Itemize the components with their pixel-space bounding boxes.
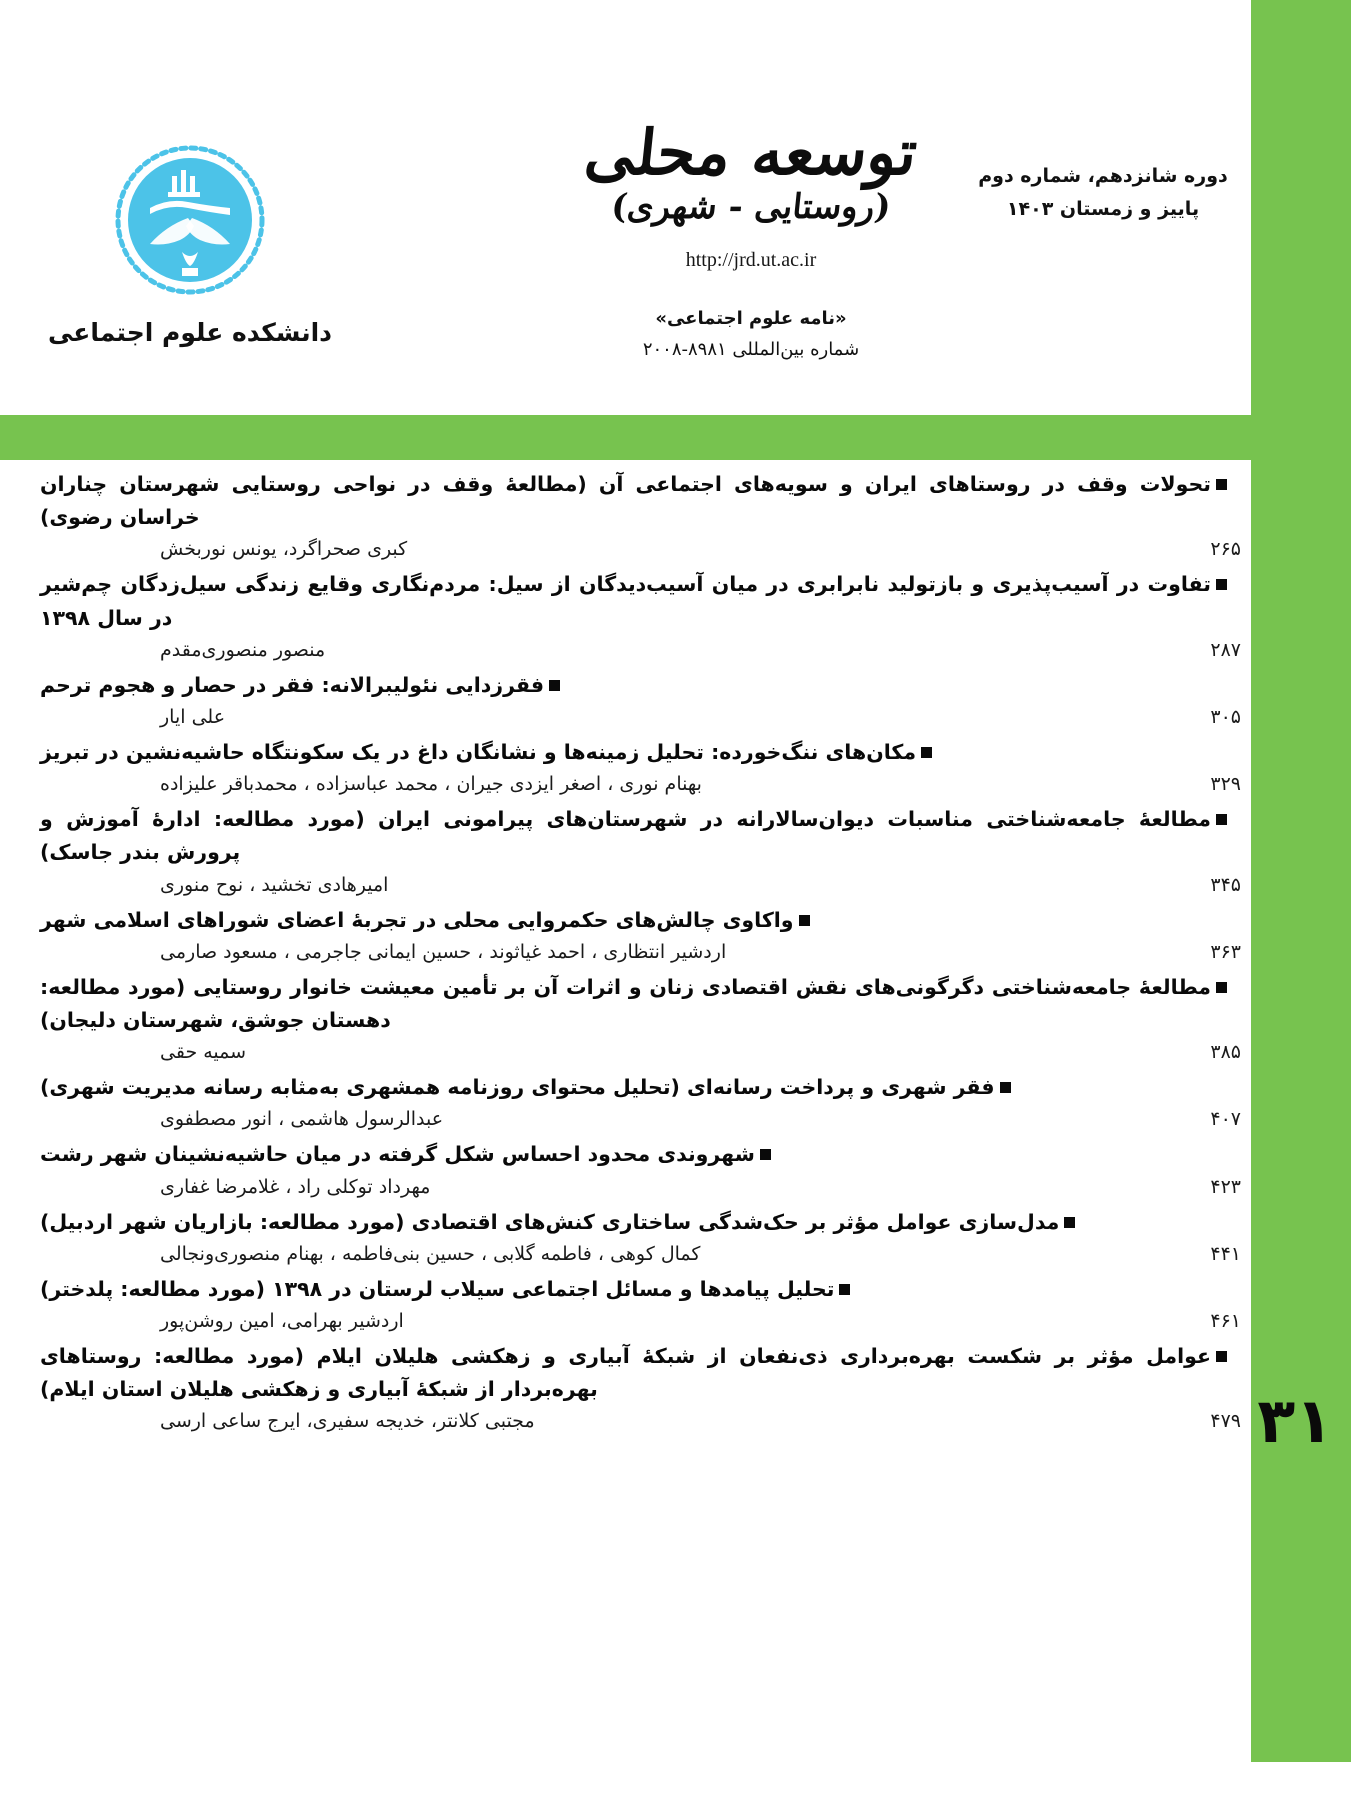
toc-entry[interactable]	[40, 1071, 1241, 1130]
toc-entry[interactable]	[40, 1273, 1241, 1332]
issue-volume-number: دوره شانزدهم، شماره دوم	[978, 165, 1228, 187]
toc-entry-title-wrap	[40, 1273, 1241, 1306]
toc-entry[interactable]	[40, 971, 1241, 1063]
toc-entry-meta	[40, 1410, 1241, 1432]
bullet-square-icon	[799, 915, 810, 926]
toc-entry-title-wrap	[40, 1138, 1241, 1171]
toc-entry-title: مکان‌های ننگ‌خورده: تحلیل زمینه‌ها و نشانگان داغ در یک سکونتگاه حاشیه‌نشین در تبریز	[40, 740, 917, 765]
toc-entry-page: ۴۷۹	[1210, 1410, 1241, 1433]
toc-entry-title-wrap	[40, 1071, 1241, 1104]
toc-entry[interactable]	[40, 669, 1241, 728]
toc-entry-page: ۲۶۵	[1210, 538, 1241, 561]
toc-entry-authors: سمیه حقی	[160, 1041, 247, 1064]
toc-entry-page: ۳۲۹	[1210, 773, 1241, 796]
bullet-square-icon	[760, 1149, 771, 1160]
toc-entry-authors: امیرهادی تخشید ، نوح منوری	[160, 873, 389, 896]
bullet-square-icon	[1064, 1217, 1075, 1228]
toc-entry-meta	[40, 1243, 1241, 1265]
toc-entry-page: ۳۰۵	[1210, 706, 1241, 729]
bullet-square-icon	[1216, 814, 1227, 825]
toc-entry-title: مدل‌سازی عوامل مؤثر بر حک‌شدگی ساختاری کنش‌های اقتصادی (مورد مطالعه: بازاریان شهر اردبیل)	[40, 1209, 1060, 1234]
journal-alt-name: «نامه علوم اجتماعی»	[655, 308, 847, 330]
issue-info	[973, 160, 1233, 227]
toc-entry[interactable]	[40, 1340, 1241, 1432]
toc-entry-page: ۴۲۳	[1210, 1175, 1241, 1198]
toc-entry-title: فقرزدایی نئولیبرالانه: فقر در حصار و هجوم ترحم	[40, 672, 545, 697]
toc-entry-title: عوامل مؤثر بر شکست بهره‌برداری ذی‌نفعان از شبکۀ آبیاری و زهکشی هلیلان ایلام (مورد مطالعه: روستاهای بهره‌بردار از شبکۀ آبیاری و زهکشی هلیلان استان ایلام)	[40, 1344, 1211, 1402]
toc-entry[interactable]	[40, 803, 1241, 895]
toc-entry-title: تحلیل پیامدها و مسائل اجتماعی سیلاب لرستان در ۱۳۹۸ (مورد مطالعه: پلدختر)	[40, 1276, 835, 1301]
bullet-square-icon	[839, 1284, 850, 1295]
toc-entry-authors: اردشیر بهرامی، امین روشن‌پور	[160, 1310, 404, 1333]
toc-entry-title: فقر شهری و پرداخت رسانه‌ای (تحلیل محتوای روزنامه همشهری به‌مثابه رسانه مدیریت شهری)	[40, 1075, 995, 1100]
toc-entry-meta	[40, 706, 1241, 728]
green-horizontal-band	[0, 415, 1351, 460]
toc-entry[interactable]	[40, 736, 1241, 795]
journal-url[interactable]: http://jrd.ut.ac.ir	[685, 249, 817, 272]
toc-entry[interactable]	[40, 904, 1241, 963]
toc-entry-title-wrap	[40, 736, 1241, 769]
bullet-square-icon	[1000, 1082, 1011, 1093]
toc-entry-meta	[40, 941, 1241, 963]
toc-entry[interactable]	[40, 1138, 1241, 1197]
toc-entry-authors: مهرداد توکلی راد ، غلامرضا غفاری	[160, 1175, 431, 1198]
university-of-tehran-seal-icon	[110, 140, 270, 300]
toc-entry-title: واکاوی چالش‌های حکمروایی محلی در تجربۀ اعضای شوراهای اسلامی شهر	[40, 907, 794, 932]
toc-entry-page: ۴۶۱	[1210, 1310, 1241, 1333]
toc-entry-title-wrap	[40, 568, 1241, 634]
table-of-contents	[40, 468, 1241, 1440]
journal-subtitle: (روستایی - شهری)	[609, 187, 893, 228]
journal-issn: شماره بین‌المللی ۸۹۸۱-۲۰۰۸	[642, 339, 860, 361]
toc-entry-authors: منصور منصوری‌مقدم	[160, 638, 326, 661]
toc-entry-page: ۳۶۳	[1210, 940, 1241, 963]
faculty-name: دانشکده علوم اجتماعی	[48, 318, 332, 347]
toc-entry-authors: اردشیر انتظاری ، احمد غیاثوند ، حسین ایمانی جاجرمی ، مسعود صارمی	[160, 940, 727, 963]
toc-entry-title-wrap	[40, 1340, 1241, 1406]
bullet-square-icon	[921, 747, 932, 758]
toc-entry-page: ۲۸۷	[1210, 638, 1241, 661]
toc-entry[interactable]	[40, 468, 1241, 560]
bottom-white-strip	[0, 1762, 1351, 1812]
toc-entry-meta	[40, 773, 1241, 795]
toc-entry-page: ۳۴۵	[1210, 873, 1241, 896]
toc-entry-authors: بهنام نوری ، اصغر ایزدی جیران ، محمد عباسزاده ، محمدباقر علیزاده	[160, 773, 702, 796]
toc-entry-meta	[40, 1176, 1241, 1198]
toc-entry-authors: عبدالرسول هاشمی ، انور مصطفوی	[160, 1108, 444, 1131]
toc-entry-meta	[40, 639, 1241, 661]
toc-entry-title: تفاوت در آسیب‌پذیری و بازتولید نابرابری در میان آسیب‌دیدگان از سیل: مردم‌نگاری وقایع زندگی سیل‌زدگان چم‌شیر در سال ۱۳۹۸	[40, 572, 1211, 630]
toc-entry-title: مطالعۀ جامعه‌شناختی مناسبات دیوان‌سالارانه در شهرستان‌های پیرامونی ایران (مورد مطالعه: ادارۀ آموزش و پرورش بندر جاسک)	[40, 807, 1211, 865]
toc-entry-meta	[40, 538, 1241, 560]
bullet-square-icon	[1216, 982, 1227, 993]
toc-entry-meta	[40, 1108, 1241, 1130]
toc-entry-meta	[40, 874, 1241, 896]
folio-number: ۳۱	[1257, 1384, 1333, 1457]
bullet-square-icon	[1216, 479, 1227, 490]
toc-entry-authors: کمال کوهی ، فاطمه گلابی ، حسین بنی‌فاطمه ، بهنام منصوری‌ونجالی	[160, 1242, 701, 1265]
journal-title: توسعه محلی	[581, 116, 921, 189]
bullet-square-icon	[1216, 579, 1227, 590]
toc-entry-title-wrap	[40, 904, 1241, 937]
journal-identity	[541, 116, 961, 361]
toc-entry-title-wrap	[40, 669, 1241, 702]
toc-entry-meta	[40, 1041, 1241, 1063]
page-header	[0, 0, 1351, 415]
toc-entry-authors: علی ایار	[160, 706, 226, 729]
toc-entry-title: تحولات وقف در روستاهای ایران و سویه‌های اجتماعی آن (مطالعۀ وقف در نواحی روستایی شهرستان چناران خراسان رضوی)	[40, 472, 1211, 530]
toc-entry-page: ۳۸۵	[1210, 1041, 1241, 1064]
toc-entry[interactable]	[40, 568, 1241, 660]
toc-entry-title-wrap	[40, 803, 1241, 869]
toc-entry-page: ۴۰۷	[1210, 1108, 1241, 1131]
bullet-square-icon	[549, 680, 560, 691]
toc-entry-authors: کبری صحراگرد، یونس نوربخش	[160, 538, 408, 561]
toc-entry-title-wrap	[40, 1206, 1241, 1239]
university-logo-block	[40, 140, 340, 347]
toc-entry[interactable]	[40, 1206, 1241, 1265]
toc-entry-title: شهروندی محدود احساس شکل گرفته در میان حاشیه‌نشینان شهر رشت	[40, 1142, 755, 1167]
toc-entry-title-wrap	[40, 468, 1241, 534]
toc-entry-title-wrap	[40, 971, 1241, 1037]
issue-season-year: پاییز و زمستان ۱۴۰۳	[1006, 198, 1200, 221]
toc-entry-page: ۴۴۱	[1210, 1242, 1241, 1265]
toc-entry-title: مطالعۀ جامعه‌شناختی دگرگونی‌های نقش اقتصادی زنان و اثرات آن بر تأمین معیشت خانوار روستایی (مورد مطالعه: دهستان جوشق، شهرستان دلیجان)	[40, 974, 1211, 1033]
bullet-square-icon	[1216, 1351, 1227, 1362]
toc-entry-meta	[40, 1310, 1241, 1332]
toc-entry-authors: مجتبی کلانتر، خدیجه سفیری، ایرج ساعی ارسی	[160, 1410, 535, 1433]
